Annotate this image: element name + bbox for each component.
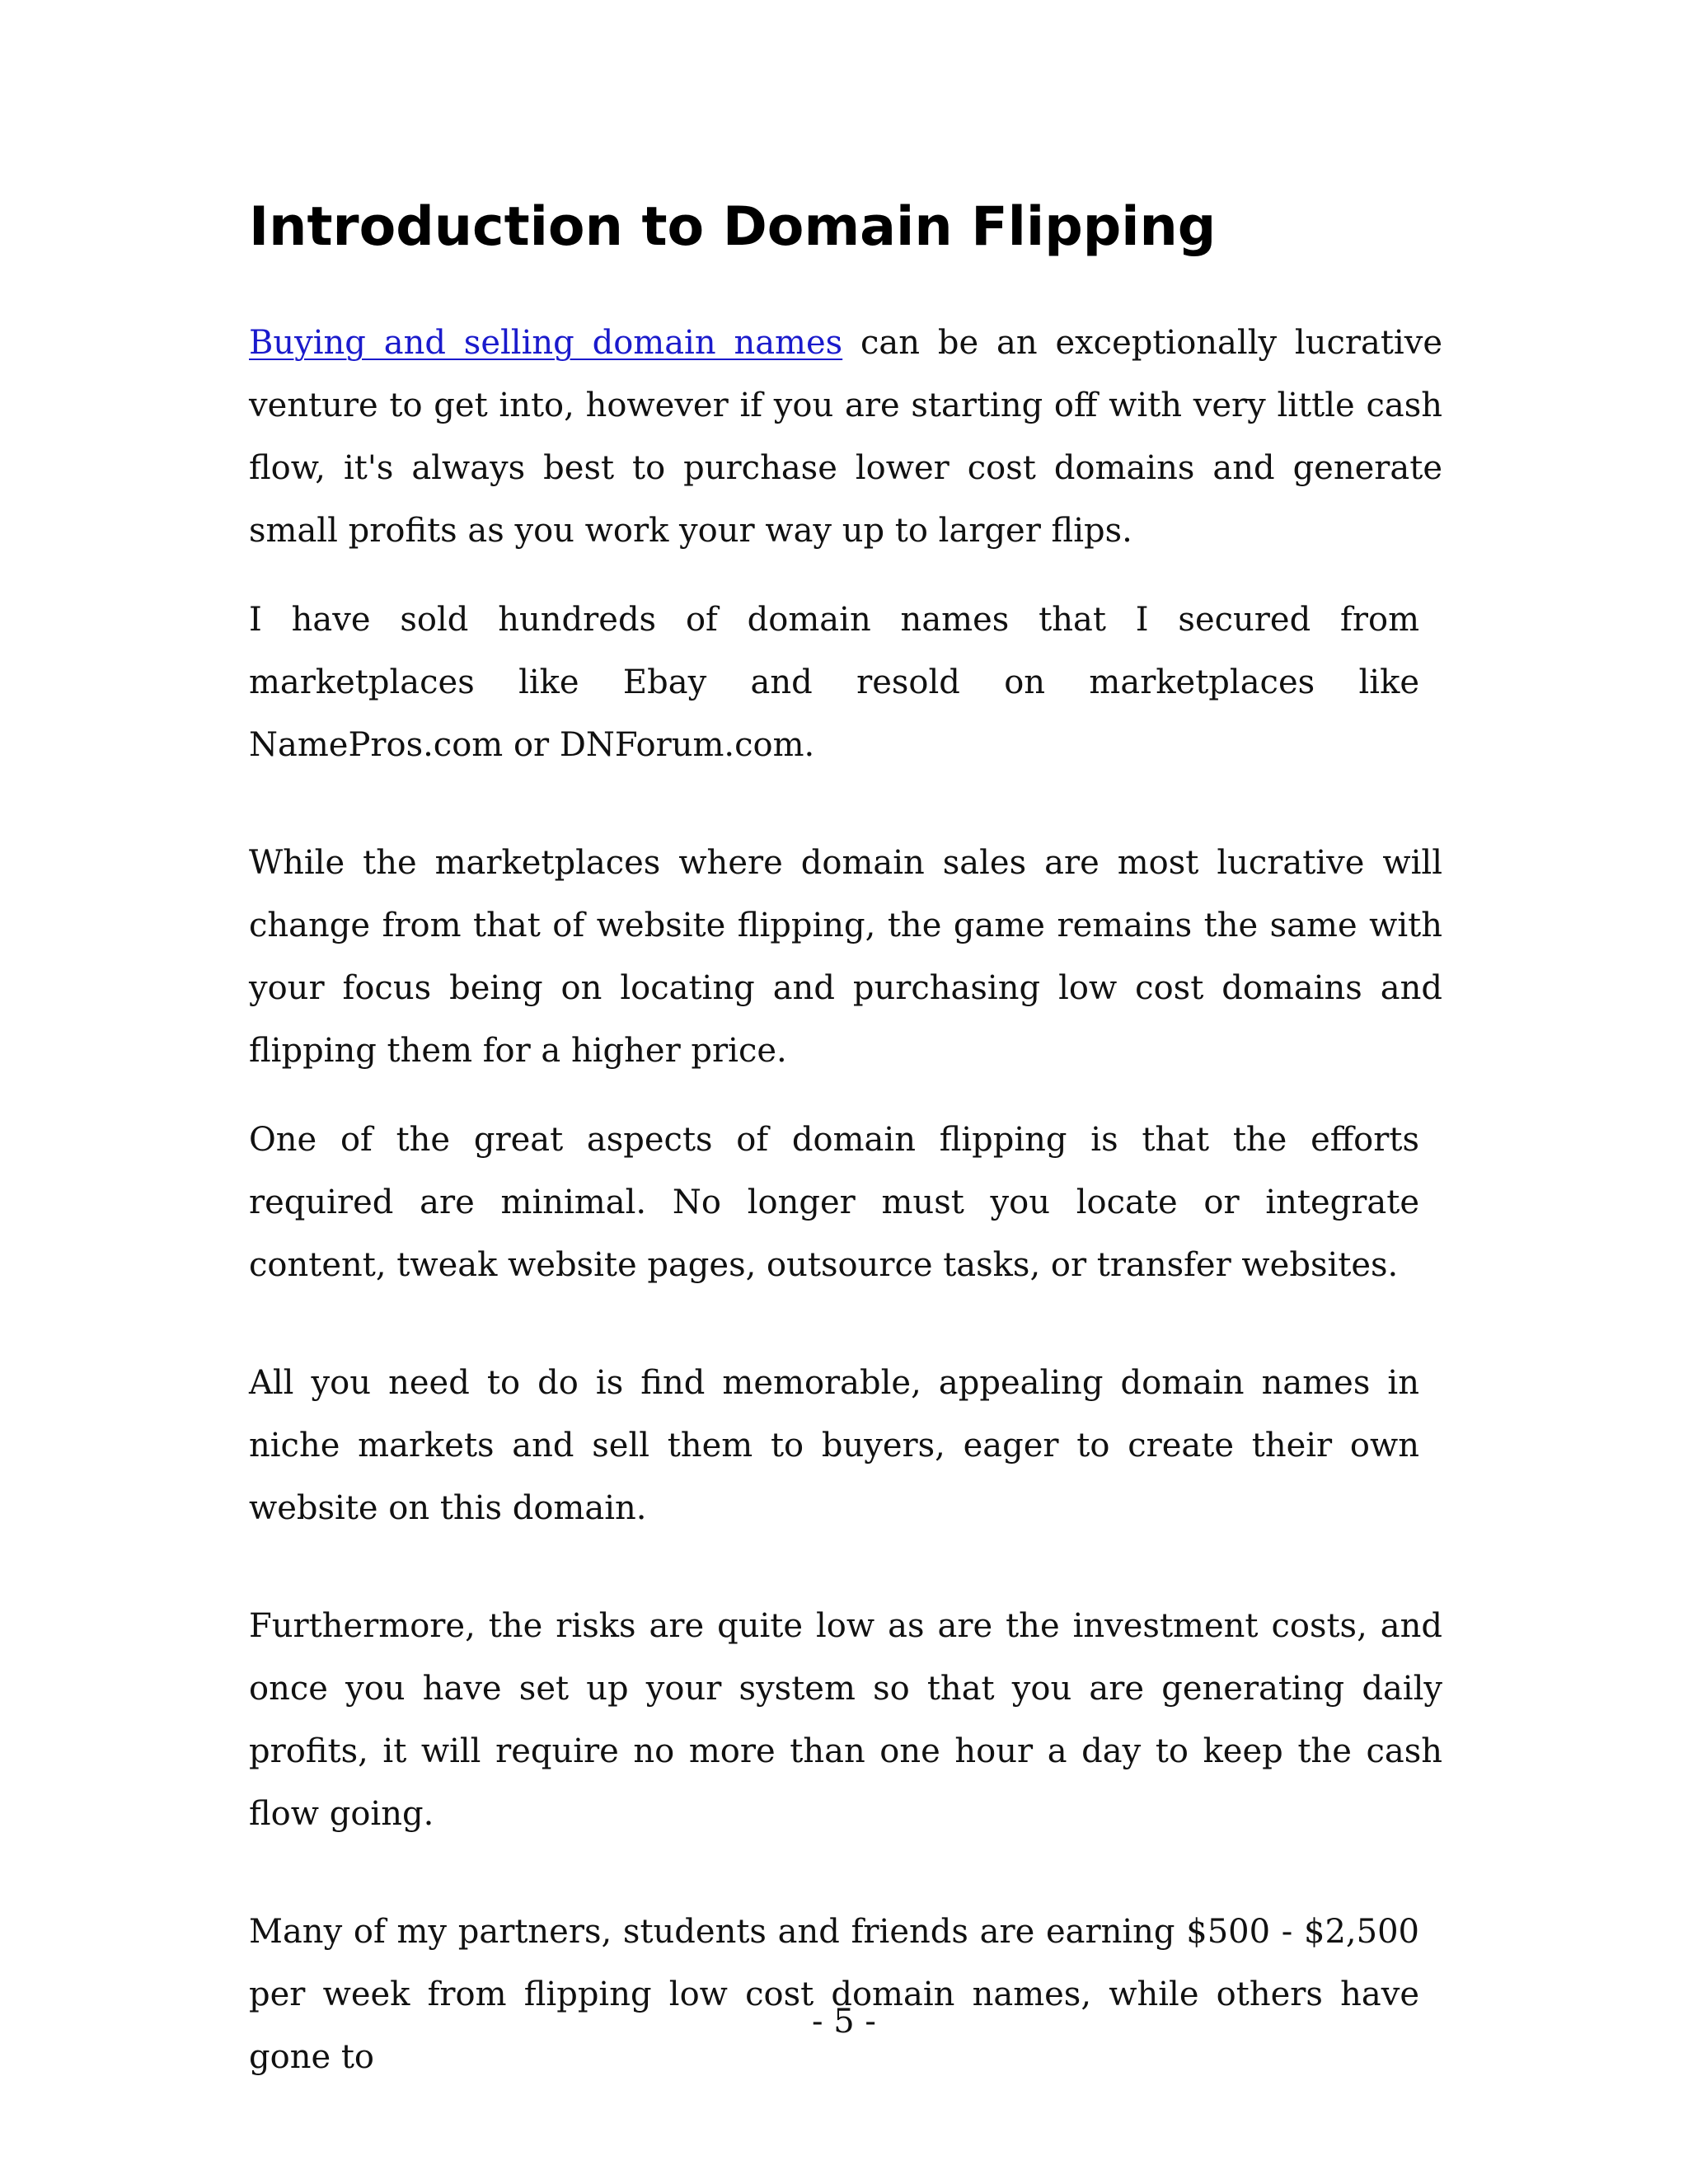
buying-selling-domains-link[interactable]: Buying and selling domain names (249, 324, 843, 362)
page-number: - 5 - (812, 2003, 876, 2041)
page-title: Introduction to Domain Flipping (249, 196, 1217, 258)
paragraph-1-text: can be an exceptionally lucrative venture to get into, however if you are starting off with very little cash flow, it's always best to purchase lower cost domains and generate small profits as you work your way up to larger flips. (249, 324, 1442, 550)
paragraph-1 (249, 312, 1442, 562)
paragraph-2: I have sold hundreds of domain names that I secured from marketplaces like Ebay and resold on marketplaces like NamePros.com or DNForum.com. (249, 601, 1419, 764)
page-content (249, 194, 1442, 2088)
paragraph-3: While the marketplaces where domain sales are most lucrative will change from that of website flipping, the game remains the same with your focus being on locating and purchasing low cost domains and flipping them for a higher price. (249, 844, 1442, 1070)
paragraph-5: All you need to do is find memorable, appealing domain names in niche markets and sell them to buyers, eager to create their own website on this domain. (249, 1364, 1419, 1527)
paragraph-4: One of the great aspects of domain flipping is that the efforts required are minimal. No longer must you locate or integrate content, tweak website pages, outsource tasks, or transfer websites. (249, 1121, 1419, 1284)
paragraph-7: Many of my partners, students and friends are earning $500 - $2,500 per week from flipping low cost domain names, while others have gone to (249, 1913, 1419, 2076)
paragraph-6: Furthermore, the risks are quite low as are the investment costs, and once you have set up your system so that you are generating daily profits, it will require no more than one hour a day to keep the cash flow going. (249, 1607, 1442, 1833)
